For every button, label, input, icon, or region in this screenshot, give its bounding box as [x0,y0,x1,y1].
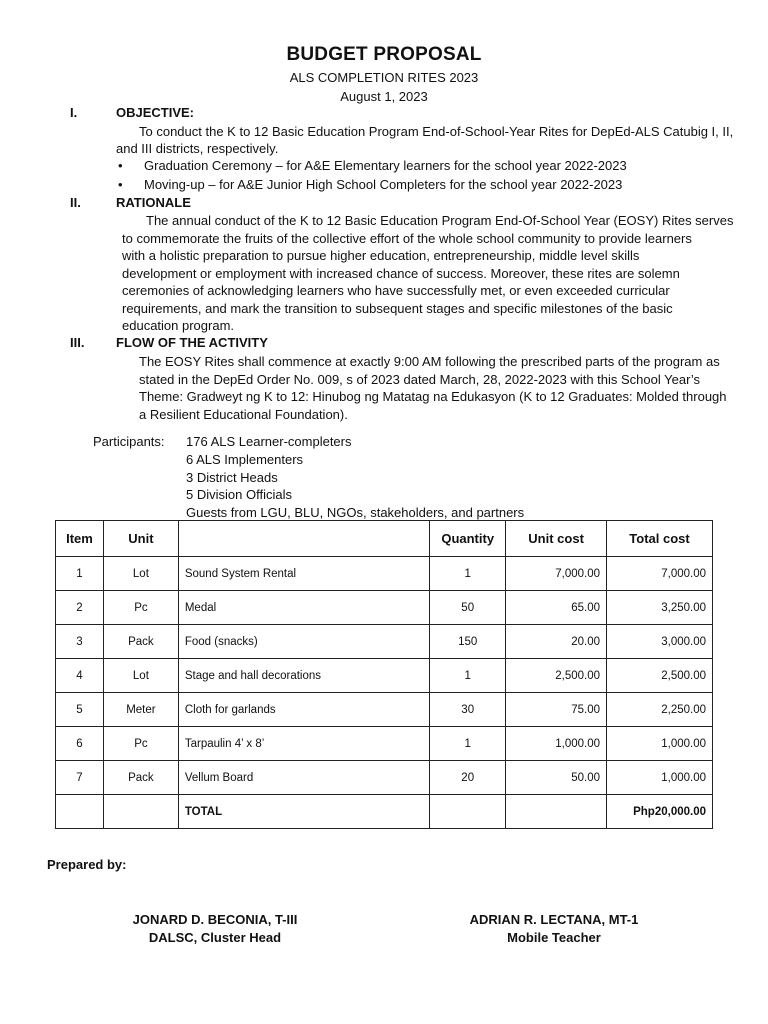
signatory-position: Mobile Teacher [507,930,601,945]
total-value: Php20,000.00 [607,795,713,829]
cell-empty [506,795,607,829]
cell-item: 6 [56,727,104,761]
flow-line: Theme: Gradweyt ng K to 12: Hinubog ng Matatag na Edukasyon (K to 12 Graduates: Molded through [139,389,727,404]
cell-item: 3 [56,625,104,659]
cell-unit: Lot [103,557,178,591]
cell-empty [103,795,178,829]
rationale-line: education program. [122,318,235,333]
cell-total-cost: 2,500.00 [607,659,713,693]
participant-item: 3 District Heads [186,469,278,485]
objective-text-line-2: and III districts, respectively. [116,141,279,156]
table-row [56,727,713,761]
cell-quantity: 1 [430,557,506,591]
cell-description: Sound System Rental [178,557,429,591]
cell-item: 7 [56,761,104,795]
cell-description: Tarpaulin 4’ x 8’ [178,727,429,761]
cell-item: 2 [56,591,104,625]
bullet-icon: • [118,158,123,173]
cell-item: 4 [56,659,104,693]
cell-unit-cost: 2,500.00 [506,659,607,693]
rationale-line: development or employment with increased chance of success. Moreover, these rites are solemn [122,265,680,281]
column-header-item: Item [56,521,104,557]
cell-description: Stage and hall decorations [178,659,429,693]
objective-bullet [118,177,622,192]
rationale-line: ceremonies of acknowledging learners who have successfully met, or even exceeded curricular [122,283,670,298]
section-title: OBJECTIVE: [116,105,195,120]
cell-empty [430,795,506,829]
cell-unit-cost: 75.00 [506,693,607,727]
rationale-line: with a holistic preparation to pursue higher education, entrepreneurship, middle level skills [122,248,640,263]
cell-total-cost: 2,250.00 [607,693,713,727]
section-number: II. [70,195,81,210]
objective-bullet [118,158,627,173]
column-header-unit-cost: Unit cost [506,521,607,557]
column-header-description [178,521,429,557]
cell-description: Medal [178,591,429,625]
cell-item: 1 [56,557,104,591]
document-subtitle: ALS COMPLETION RITES 2023 [289,70,479,85]
bullet-text: Moving-up – for A&E Junior High School Completers for the school year 2022-2023 [144,177,623,192]
column-header-total-cost: Total cost [607,521,713,557]
cell-description: Vellum Board [178,761,429,795]
rationale-line: to commemorate the fruits of the collective effort of the whole school community to provide learners [122,230,692,246]
section-flow-heading [70,335,268,350]
cell-quantity: 50 [430,591,506,625]
participant-item: 176 ALS Learner-completers [186,434,352,449]
cell-unit: Pack [103,625,178,659]
table-row [56,693,713,727]
cell-quantity: 1 [430,659,506,693]
flow-line: stated in the DepEd Order No. 009, s of 2023 dated March, 28, 2022-2023 with this School Year’s [139,371,701,387]
participant-item: 5 Division Officials [186,487,292,503]
signatory-block [110,912,320,945]
table-row [56,591,713,625]
cell-empty [56,795,104,829]
cell-total-cost: 1,000.00 [607,761,713,795]
budget-table [55,520,713,829]
total-label: TOTAL [178,795,429,829]
section-number: III. [70,335,85,350]
cell-quantity: 20 [430,761,506,795]
participants-label: Participants: [93,434,165,449]
cell-unit: Pc [103,727,178,761]
cell-quantity: 1 [430,727,506,761]
flow-line: The EOSY Rites shall commence at exactly 9:00 AM following the prescribed parts of the program as [139,354,720,369]
cell-unit: Meter [103,693,178,727]
cell-unit-cost: 50.00 [506,761,607,795]
cell-total-cost: 3,000.00 [607,625,713,659]
rationale-line: requirements, and mark the transition to subsequent stages and specific milestones of the basic [122,300,673,316]
cell-quantity: 30 [430,693,506,727]
signatory-position: DALSC, Cluster Head [148,930,282,945]
column-header-unit: Unit [103,521,178,557]
document-title: BUDGET PROPOSAL [286,44,482,65]
cell-total-cost: 1,000.00 [607,727,713,761]
table-row [56,761,713,795]
bullet-icon: • [118,177,123,192]
cell-description: Food (snacks) [178,625,429,659]
participant-item: 6 ALS Implementers [186,451,304,467]
cell-item: 5 [56,693,104,727]
signatory-name: ADRIAN R. LECTANA, MT-1 [469,912,639,927]
table-header-row [56,521,713,557]
section-number: I. [70,105,78,120]
cell-total-cost: 3,250.00 [607,591,713,625]
section-objective-heading [70,105,194,120]
cell-unit: Lot [103,659,178,693]
cell-unit-cost: 20.00 [506,625,607,659]
flow-line: a Resilient Educational Foundation). [139,406,348,422]
table-row [56,625,713,659]
cell-unit: Pack [103,761,178,795]
participants-list [186,433,626,522]
table-total-row [56,795,713,829]
column-header-quantity: Quantity [430,521,506,557]
table-row [56,557,713,591]
cell-unit-cost: 65.00 [506,591,607,625]
cell-unit: Pc [103,591,178,625]
section-rationale-heading [70,195,191,210]
participant-item: Guests from LGU, BLU, NGOs, stakeholders, and partners [186,505,525,521]
document-date: August 1, 2023 [340,89,428,104]
table-row [56,659,713,693]
cell-quantity: 150 [430,625,506,659]
cell-description: Cloth for garlands [178,693,429,727]
prepared-by-label: Prepared by: [47,857,127,872]
rationale-line: The annual conduct of the K to 12 Basic Education Program End-Of-School Year (EOSY) Rites serves [146,213,734,228]
cell-unit-cost: 7,000.00 [506,557,607,591]
objective-text-line-1: To conduct the K to 12 Basic Education Program End-of-School-Year Rites for DepEd-ALS Catubig I, II, [139,124,734,139]
signatory-name: JONARD D. BECONIA, T-III [132,912,298,927]
cell-total-cost: 7,000.00 [607,557,713,591]
signatory-block [449,912,659,945]
section-title: RATIONALE [116,195,191,210]
cell-unit-cost: 1,000.00 [506,727,607,761]
bullet-text: Graduation Ceremony – for A&E Elementary learners for the school year 2022-2023 [144,158,627,173]
section-title: FLOW OF THE ACTIVITY [116,335,268,350]
